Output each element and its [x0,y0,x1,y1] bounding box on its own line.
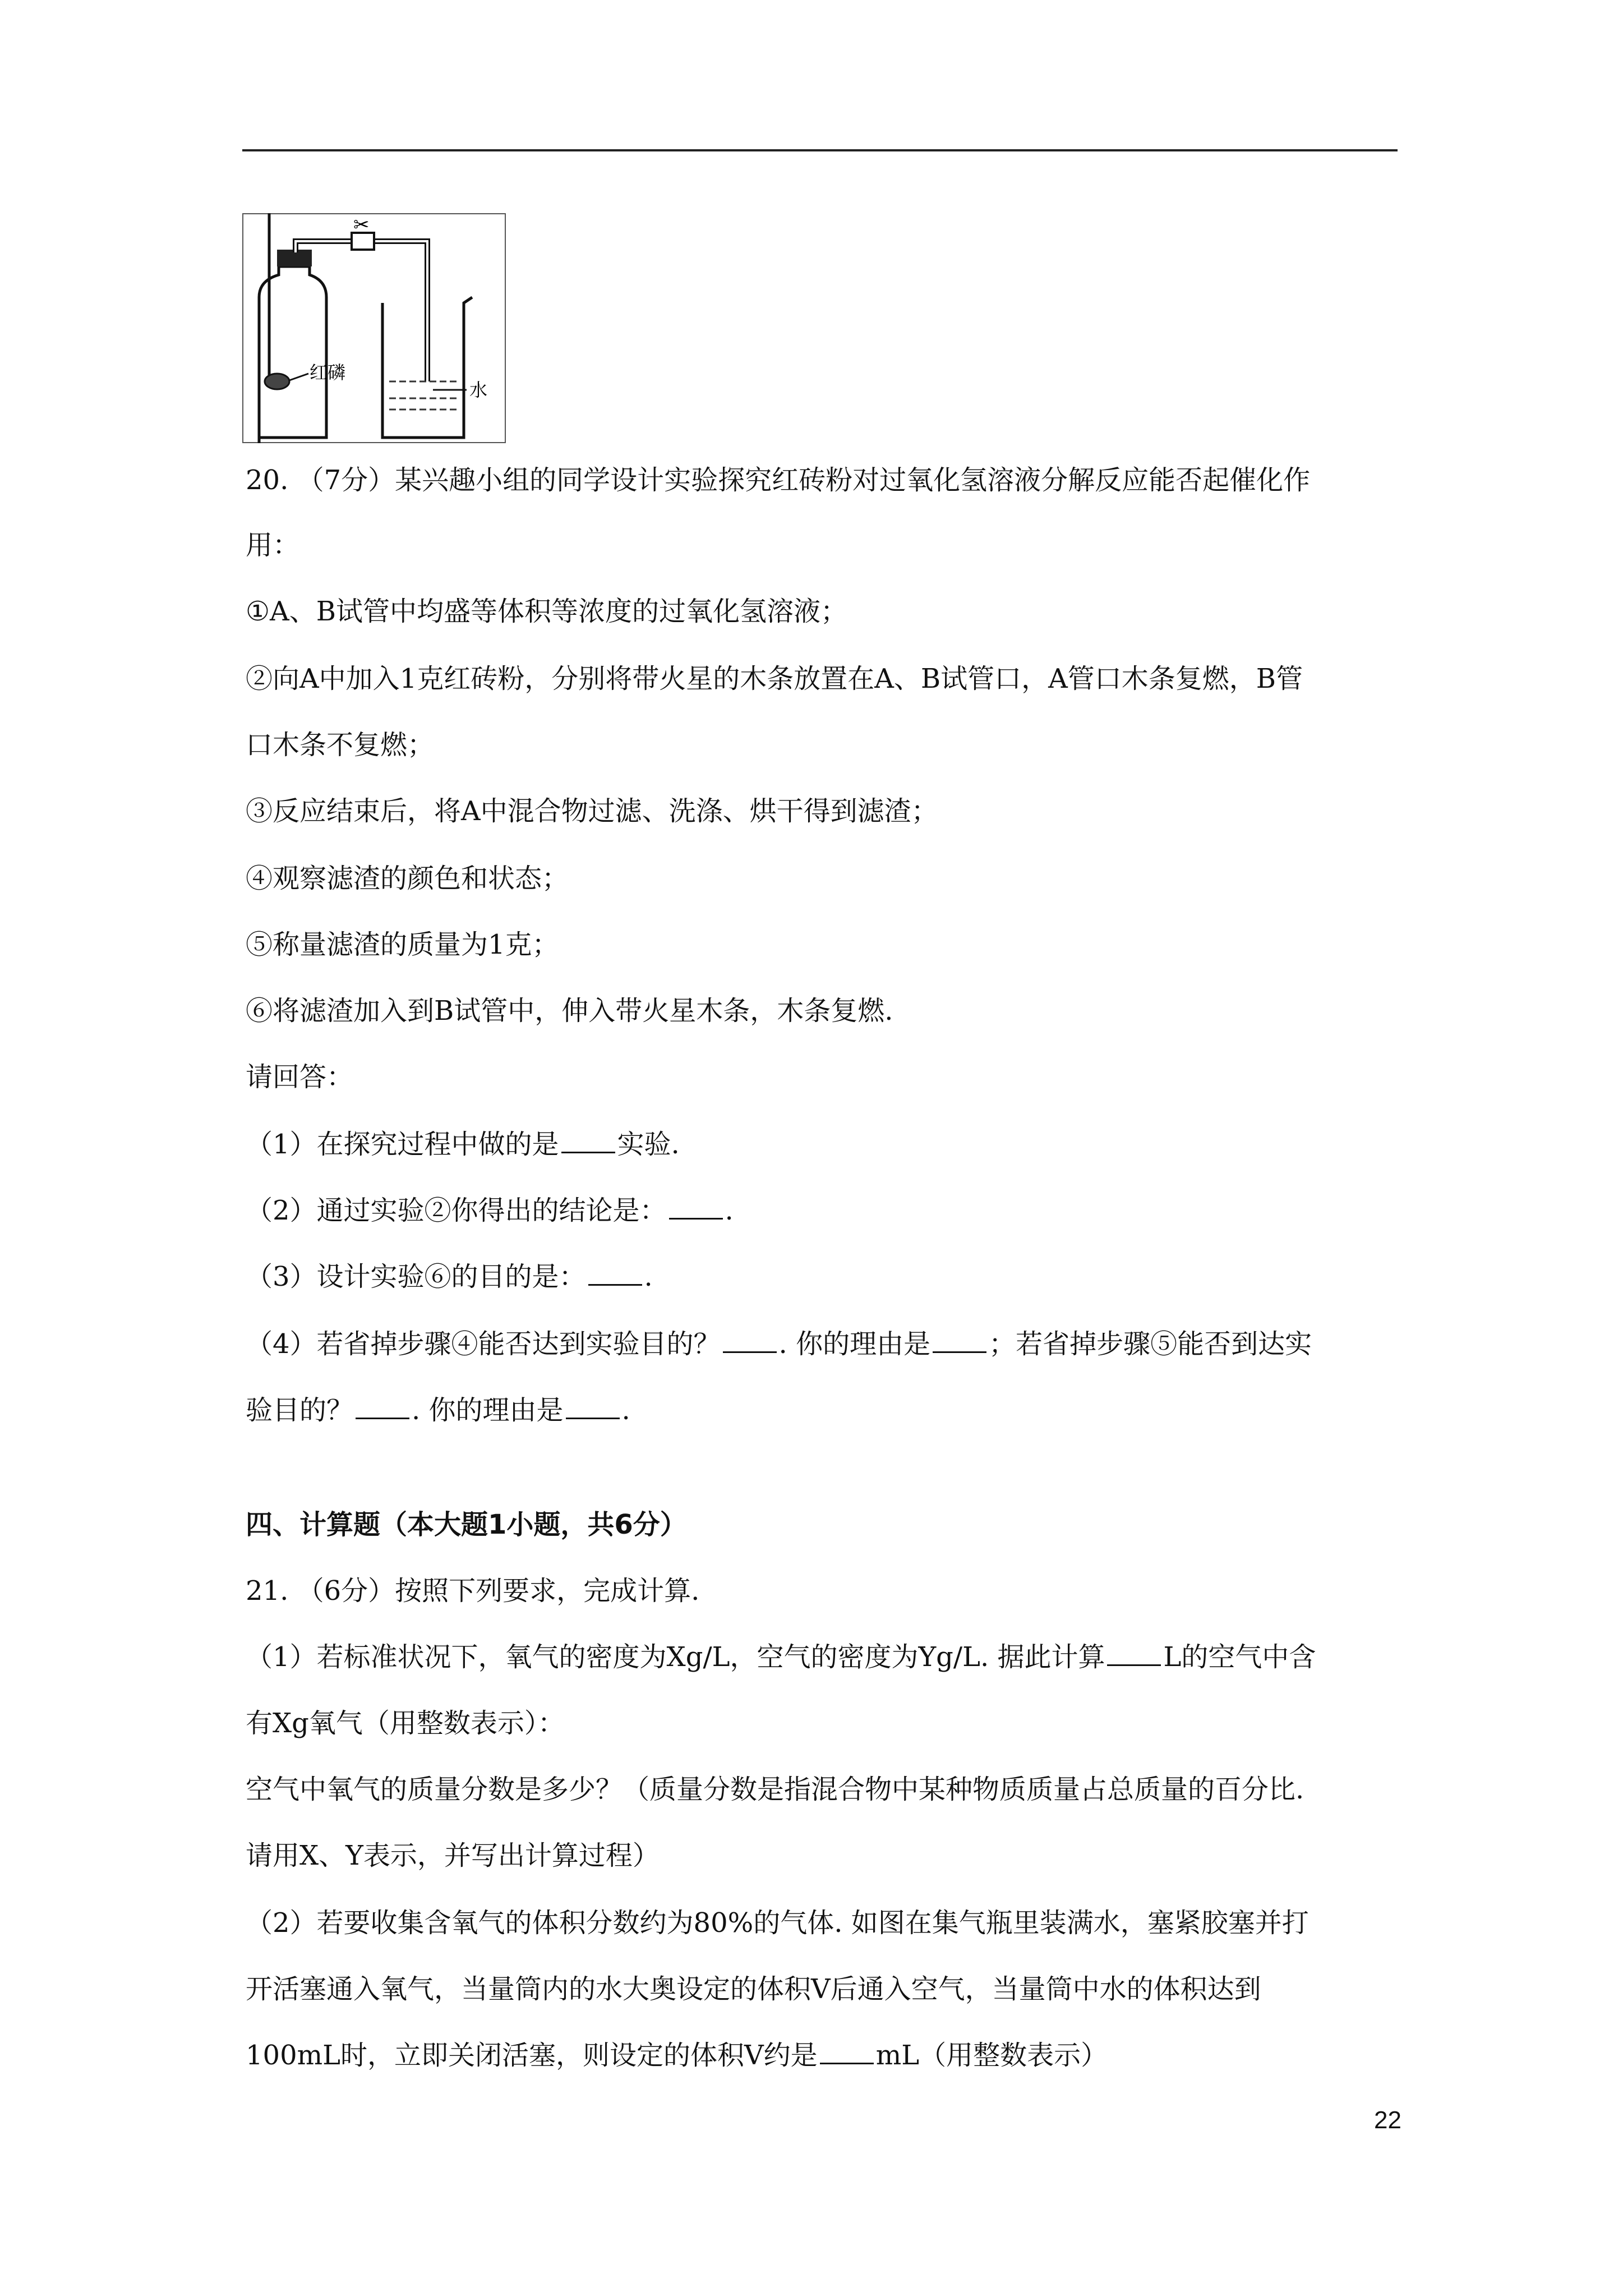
answer-blank[interactable] [356,1395,409,1419]
label-phosphorus: 红磷 [310,362,346,383]
q20-stem: 20. （7分）某兴趣小组的同学设计实验探究红砖粉对过氧化氢溶液分解反应能否起催化作 [246,464,1311,496]
q21-part2: （2）若要收集含氧气的体积分数约为80%的气体. 如图在集气瓶里装满水，塞紧胶塞并打 [246,1907,1309,1939]
answer-blank[interactable] [723,1329,777,1353]
q21-part1: （1）若标准状况下，氧气的密度为Xg/L，空气的密度为Yg/L. 据此计算 L的空气中含 [246,1641,1316,1673]
apparatus-figure [242,213,506,443]
label-water: 水 [469,379,488,401]
q20-step4: ④观察滤渣的颜色和状态； [246,863,569,894]
q20-step1: ①A、B试管中均盛等体积等浓度的过氧化氢溶液； [246,596,847,627]
header-rule [242,149,1398,151]
q20-sub3: （3）设计实验⑥的目的是： . [246,1261,653,1292]
q21-part1-cont: 有Xg氧气（用整数表示）： [246,1708,565,1739]
q20-sub1: （1）在探究过程中做的是 实验. [246,1129,680,1160]
answer-blank[interactable] [561,1129,615,1153]
q20-sub2: （2）通过实验②你得出的结论是： . [246,1195,734,1226]
svg-text:✂: ✂ [353,214,370,236]
q20-stem-cont: 用： [246,530,300,561]
q20-step5: ⑤称量滤渣的质量为1克； [246,929,559,960]
answer-blank[interactable] [669,1195,723,1220]
q20-sub4: （4）若省掉步骤④能否达到实验目的？ . 你的理由是 ；若省掉步骤⑤能否到达实 [246,1328,1312,1360]
section-heading: 四、计算题（本大题1小题，共6分） [246,1509,687,1540]
phosphorus-spoon [265,374,289,389]
q20-step2: ②向A中加入1克红砖粉，分别将带火星的木条放置在A、B试管口，A管口木条复燃，B管 [246,663,1303,694]
answer-blank[interactable] [566,1395,620,1419]
q21-stem: 21. （6分）按照下列要求，完成计算. [246,1575,700,1607]
answer-blank[interactable] [933,1329,986,1353]
q20-step6: ⑥将滤渣加入到B试管中，伸入带火星木条，木条复燃. [246,995,893,1027]
q20-step3: ③反应结束后，将A中混合物过滤、洗涤、烘干得到滤渣； [246,795,938,827]
q21-part2-cont: 开活塞通入氧气，当量筒内的水大奥设定的体积V后通入空气，当量筒中水的体积达到 [246,1973,1261,2005]
q21-part2-end: 100mL时，立即关闭活塞，则设定的体积V约是 mL（用整数表示） [246,2040,1108,2071]
q21-part1-instruction: 请用X、Y表示，并写出计算过程） [246,1840,660,1871]
answer-blank[interactable] [588,1262,642,1286]
q21-part1-question: 空气中氧气的质量分数是多少？（质量分数是指混合物中某种物质质量占总质量的百分比. [246,1774,1304,1805]
q20-step2-cont: 口木条不复燃； [246,729,435,761]
q20-prompt: 请回答： [246,1061,354,1093]
answer-blank[interactable] [820,2040,874,2064]
page-number: 22 [1374,2106,1401,2134]
q20-sub4-cont: 验目的？ . 你的理由是 . [246,1395,630,1426]
answer-blank[interactable] [1107,1642,1161,1666]
